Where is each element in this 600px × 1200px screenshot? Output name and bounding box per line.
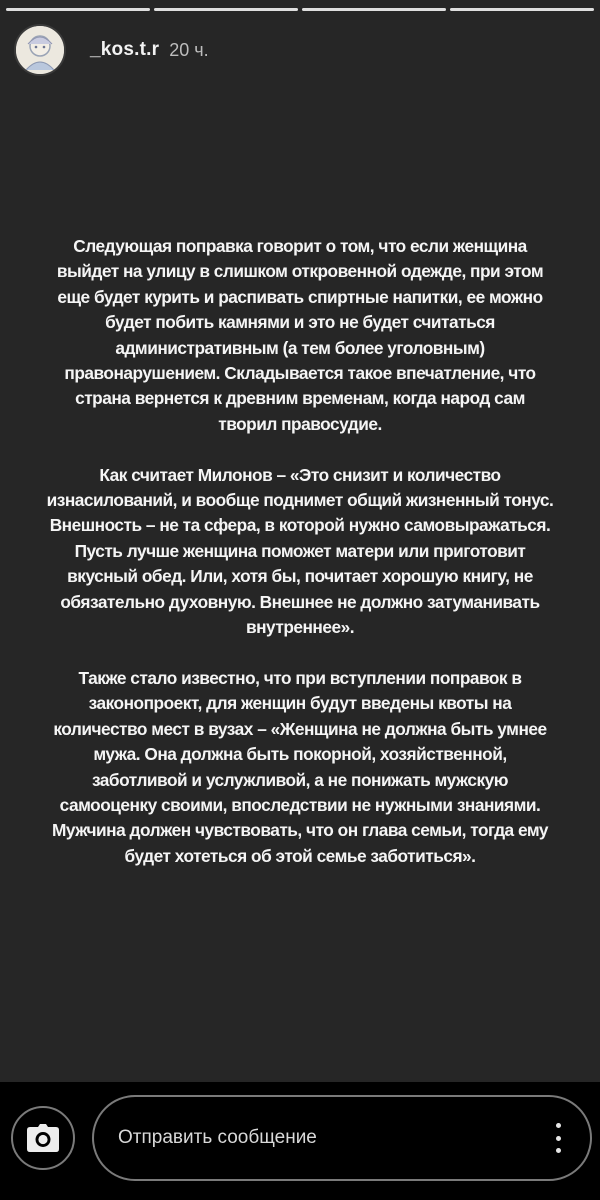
text-line: Пусть лучше женщина поможет матери или приготовит bbox=[74, 540, 526, 561]
story-text bbox=[0, 234, 600, 895]
camera-icon bbox=[27, 1124, 59, 1152]
message-placeholder: Отправить сообщение bbox=[118, 1127, 317, 1148]
text-line: правонарушением. Складывается такое впечатление, что bbox=[64, 363, 536, 384]
text-line: Также стало известно, что при вступлении поправок в bbox=[78, 667, 522, 688]
text-line: административным (а тем более уголовным) bbox=[115, 337, 485, 358]
text-line: Как считает Милонов – «Это снизит и количество bbox=[99, 464, 501, 485]
paragraph bbox=[0, 463, 600, 641]
camera-button[interactable] bbox=[11, 1106, 75, 1170]
text-line: страна вернется к древним временам, когда народ сам bbox=[75, 388, 525, 409]
story-progress-bar bbox=[6, 8, 594, 11]
text-line: обязательно духовную. Внешнее не должно затуманивать bbox=[60, 591, 540, 612]
text-line: внутреннее». bbox=[245, 617, 355, 638]
progress-segment bbox=[6, 8, 150, 11]
text-line: законопроект, для женщин будут введены квоты на bbox=[88, 693, 512, 714]
progress-segment bbox=[450, 8, 594, 11]
text-line: мужа. Она должна быть покорной, хозяйственной, bbox=[93, 744, 507, 765]
text-line: Следующая поправка говорит о том, что если женщина bbox=[73, 236, 527, 256]
text-line: будет хотеться об этой семье заботиться». bbox=[124, 845, 476, 866]
text-line: выйдет на улицу в слишком откровенной одежде, при этом bbox=[56, 261, 544, 282]
text-line: самооценку своими, впоследствии не нужными знаниями. bbox=[59, 794, 541, 815]
more-vertical-icon[interactable] bbox=[552, 1123, 564, 1153]
text-line: количество мест в вузах – «Женщина не должна быть умнее bbox=[53, 718, 547, 739]
message-input[interactable] bbox=[92, 1095, 592, 1181]
progress-segment bbox=[154, 8, 298, 11]
text-line: заботливой и услужливой, а не понижать мужскую bbox=[91, 769, 509, 790]
text-line: еще будет курить и распивать спиртные напитки, ее можно bbox=[57, 286, 543, 307]
text-line: Внешность – не та сфера, в которой нужно самовыражаться. bbox=[49, 515, 551, 536]
text-line: изнасилований, и вообще поднимет общий жизненный тонус. bbox=[46, 490, 554, 511]
story-header bbox=[14, 22, 209, 78]
reply-bar bbox=[0, 1082, 600, 1200]
paragraph bbox=[0, 234, 600, 437]
progress-segment bbox=[302, 8, 446, 11]
text-line: Мужчина должен чувствовать, что он глава семьи, тогда ему bbox=[51, 820, 549, 841]
text-line: вкусный обед. Или, хотя бы, почитает хорошую книгу, не bbox=[67, 566, 533, 587]
avatar[interactable] bbox=[14, 24, 66, 76]
post-time: 20 ч. bbox=[169, 39, 209, 60]
username[interactable]: _kos.t.r bbox=[90, 39, 160, 60]
text-line: будет побить камнями и это не будет считаться bbox=[105, 312, 495, 333]
text-line: творил правосудие. bbox=[218, 413, 382, 434]
paragraph bbox=[0, 666, 600, 869]
